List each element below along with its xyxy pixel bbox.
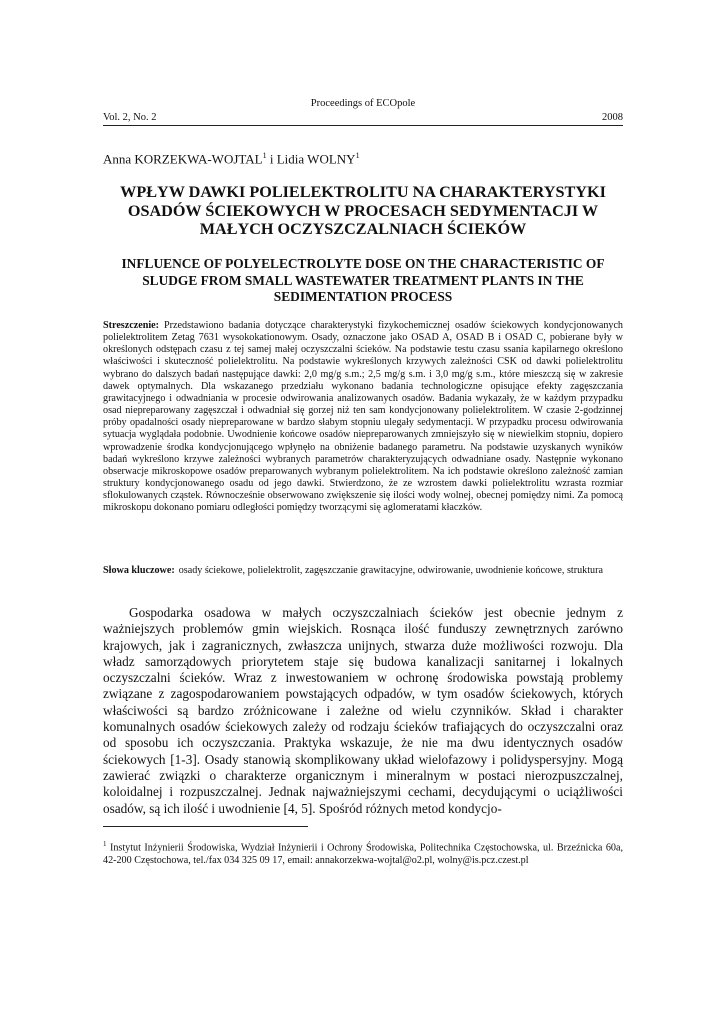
footnote-text: Instytut Inżynierii Środowiska, Wydział Inżynierii i Ochrony Środowiska, Politechnika Częstochowska, ul. Brzeźnicka 60a, 42-200 Częstochowa, tel./fax 034 325 09 17, email: annakorzekwa-wojtal@o2.pl, wolny@is.pcz.czest.pl xyxy=(103,842,623,866)
year-label: 2008 xyxy=(602,112,623,123)
author-1-affiliation: 1 xyxy=(262,151,267,160)
title-polish: WPŁYW DAWKI POLIELEKTROLITU NA CHARAKTERYSTYKI OSADÓW ŚCIEKOWYCH W PROCESACH SEDYMENTACJI W MAŁYCH OCZYSZCZALNIACH ŚCIEKÓW xyxy=(120,183,606,238)
running-header xyxy=(103,112,623,126)
authors-line xyxy=(103,151,360,167)
author-1: Anna KORZEKWA-WOJTAL xyxy=(103,151,263,167)
journal-name: Proceedings of ECOpole xyxy=(310,98,416,109)
footnote xyxy=(103,838,623,867)
author-2: i Lidia WOLNY xyxy=(266,151,356,167)
body-paragraph: Gospodarka osadowa w małych oczyszczalniach ścieków jest obecnie jednym z ważniejszych problemów gmin wiejskich. Rosnąca ilość funduszy zewnętrznych zarówno krajowych, jak i zagranicznych, zwłaszcza unijnych, stwarza duże możliwości rozwoju. Dla władz samorządowych priorytetem staje się budowa kanalizacji sanitarnej i lokalnych oczyszczalni ścieków. Wraz z inwestowaniem w ochronę środowiska powstają problemy związane z zagospodarowaniem powstających odpadów, w tym osadów ściekowych, których właściwości są bardzo zróżnicowane i zależne od wielu czynników. Skład i charakter komunalnych osadów ściekowych zależy od rodzaju ścieków trafiających do oczyszczalni oraz od sposobu ich oczyszczania. Praktyka wskazuje, że nie ma dwu identycznych osadów ściekowych [1-3]. Osady stanowią skomplikowany układ wielofazowy i polidyspersyjny. Mogą zawierać związki o charakterze organicznym i mineralnym w postaci nierozpuszczalnej, koloidalnej i rozpuszczalnej. Jednak najważniejszymi cechami, decydującymi o uciążliwości osadów, są ich ilość i uwodnienie [4, 5]. Spośród różnych metod kondycjo- xyxy=(103,605,623,816)
footnote-marker: 1 xyxy=(103,840,107,848)
abstract xyxy=(103,320,623,515)
volume-label: Vol. 2, No. 2 xyxy=(103,112,157,123)
title-english: INFLUENCE OF POLYELECTROLYTE DOSE ON THE CHARACTERISTIC OF SLUDGE FROM SMALL WASTEWATER TREATMENT PLANTS IN THE SEDIMENTATION PROCESS xyxy=(121,256,605,304)
keywords xyxy=(103,565,623,578)
keywords-text: osady ściekowe, polielektrolit, zagęszczanie grawitacyjne, odwirowanie, uwodnienie końcowe, struktura xyxy=(178,565,603,576)
abstract-text: Przedstawiono badania dotyczące charakterystyki fizykochemicznej osadów ściekowych kondycjonowanych polielektrolitem Zetag 7631 wysokokationowym. Osady, oznaczone jako OSAD A, OSAD B i OSAD C, pobierane były w określonych odstępach czasu z tej samej małej oczyszczalni ścieków. Na podstawie testu czasu ssania kapilarnego określono właściwości i skuteczność polielektrolitu. Na podstawie wykreślonych krzywych zależności CSK od dawki polielektrolitu wybrano do dalszych badań następujące dawki: 2,0 mg/g s.m.; 2,5 mg/g s.m. i 3,0 mg/g s.m., które mieszczą się w zakresie dawek optymalnych. Dla wskazanego przedziału wykonano badania technologiczne opisujące efekty zagęszczania grawitacyjnego i odwadniania w procesie odwirowania analizowanych osadów. Badania wykazały, że w każdym przypadku osad niepreparowany zagęszczał i odwadniał się gorzej niż ten sam kondycjonowany polielektrolitem. W czasie 2-godzinnej próby opadalności osady niepreparowane w bardzo słabym stopniu ulegały sedymentacji. W przypadku procesu odwirowania sytuacja wyglądała podobnie. Uwodnienie końcowe osadów niepreparowanych zmniejszyło się w niewielkim stopniu, dopiero wprowadzenie środka kondycjonującego wpłynęło na obniżenie badanego parametru. Na podstawie uzyskanych wyników badań wykreślono krzywe zależności wybranych parametrów charakteryzujących odwadniane osady. Następnie wykonano obserwacje mikroskopowe osadów preparowanych wybranym polielektrolitem. Na ich podstawie określono zależność zamian struktury kondycjonowanego osadu od jego dawki. Stwierdzono, że ze wzrostem dawki polielektrolitu wzrasta rozmiar sflokulowanych cząstek. Równocześnie obserwowano zwiększenie się ilości wody wolnej, obecnej pomiędzy nimi. Za pomocą mikroskopu dokonano pomiaru odległości pomiędzy tworzącymi się aglomeratami kłaczków. xyxy=(103,320,623,514)
abstract-label: Streszczenie: xyxy=(103,320,160,331)
author-2-affiliation: 1 xyxy=(355,151,360,160)
footnote-divider xyxy=(103,826,308,827)
keywords-label: Słowa kluczowe: xyxy=(103,565,175,576)
